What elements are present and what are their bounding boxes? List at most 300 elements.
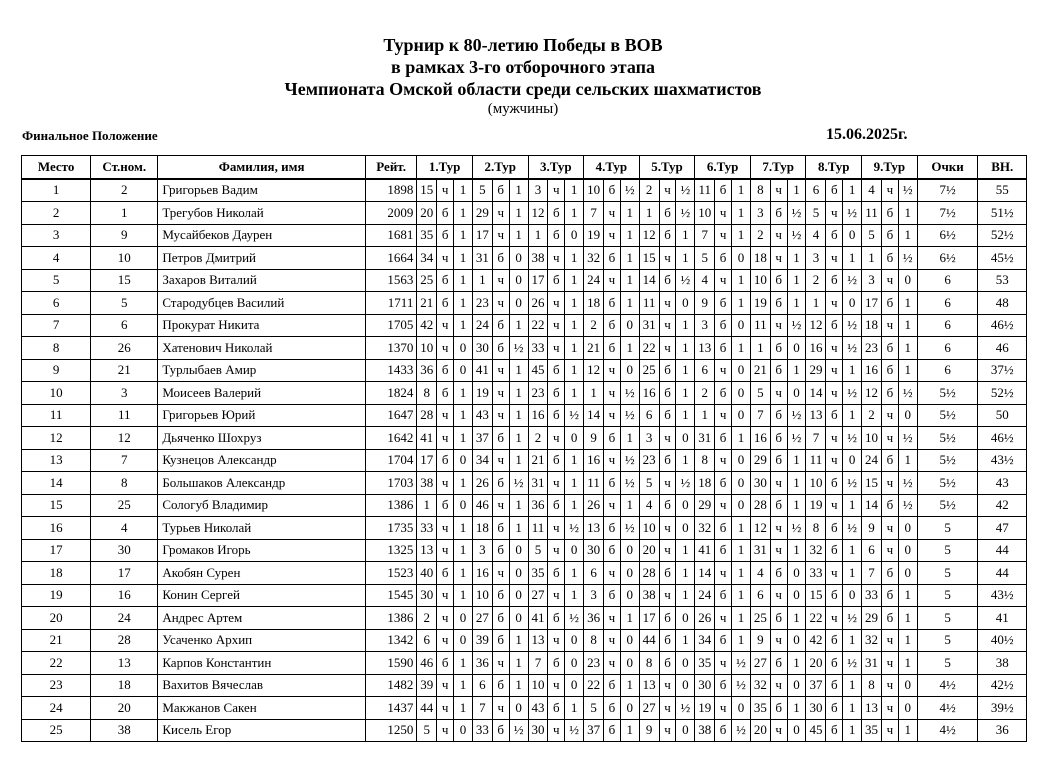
round-opponent-cell: 4 — [750, 562, 770, 585]
round-color-cell: б — [715, 472, 732, 495]
round-color-cell: ч — [659, 314, 676, 337]
tiebreak-cell: 43½ — [978, 584, 1027, 607]
round-opponent-cell: 12 — [584, 359, 604, 382]
round-score-cell: 0 — [454, 494, 473, 517]
round-color-cell: б — [715, 247, 732, 270]
round-color-cell: б — [715, 584, 732, 607]
round-color-cell: б — [826, 269, 843, 292]
round-score-cell: 0 — [509, 247, 528, 270]
round-color-cell: б — [826, 674, 843, 697]
round-opponent-cell: 24 — [472, 314, 492, 337]
round-score-cell: 1 — [620, 224, 639, 247]
name-cell: Стародубцев Василий — [158, 292, 366, 315]
round-score-cell: 1 — [731, 607, 750, 630]
table-row — [22, 202, 1027, 225]
round-opponent-cell: 15 — [639, 247, 659, 270]
round-color-cell: б — [659, 562, 676, 585]
round-score-cell: 0 — [620, 584, 639, 607]
round-score-cell: 1 — [565, 449, 584, 472]
table-row — [22, 404, 1027, 427]
name-cell: Кисель Егор — [158, 719, 366, 742]
round-opponent-cell: 27 — [472, 607, 492, 630]
round-score-cell: 0 — [731, 382, 750, 405]
start-no-cell: 10 — [91, 247, 158, 270]
round-color-cell: ч — [770, 472, 787, 495]
round-color-cell: б — [882, 224, 899, 247]
round-color-cell: ч — [492, 562, 509, 585]
round-color-cell: б — [604, 427, 621, 450]
round-color-cell: б — [715, 674, 732, 697]
round-color-cell: б — [659, 404, 676, 427]
round-opponent-cell: 11 — [750, 314, 770, 337]
round-score-cell: 1 — [565, 584, 584, 607]
round-score-cell: 1 — [509, 179, 528, 202]
round-score-cell: ½ — [843, 337, 862, 360]
round-color-cell: ч — [604, 382, 621, 405]
col-name-header: Фамилия, имя — [158, 156, 366, 179]
round-color-cell: б — [437, 382, 454, 405]
round-score-cell: 1 — [787, 472, 806, 495]
round-opponent-cell: 36 — [472, 652, 492, 675]
points-cell: 5½ — [917, 404, 978, 427]
round-score-cell: 1 — [454, 269, 473, 292]
start-no-cell: 25 — [91, 494, 158, 517]
round-color-cell: ч — [548, 472, 565, 495]
round-opponent-cell: 33 — [417, 517, 437, 540]
round-score-cell: 1 — [898, 314, 917, 337]
round-color-cell: б — [882, 584, 899, 607]
round-opponent-cell: 3 — [806, 247, 826, 270]
table-row — [22, 449, 1027, 472]
round-color-cell: б — [437, 224, 454, 247]
round-score-cell: 0 — [620, 539, 639, 562]
round-opponent-cell: 3 — [528, 179, 548, 202]
round-color-cell: б — [882, 449, 899, 472]
round-color-cell: ч — [715, 202, 732, 225]
round-opponent-cell: 9 — [862, 517, 882, 540]
round-opponent-cell: 5 — [695, 247, 715, 270]
round-color-cell: ч — [548, 292, 565, 315]
table-row — [22, 382, 1027, 405]
round-opponent-cell: 2 — [528, 427, 548, 450]
round-opponent-cell: 17 — [528, 269, 548, 292]
round-color-cell: б — [715, 539, 732, 562]
round-color-cell: ч — [492, 359, 509, 382]
round-opponent-cell: 1 — [584, 382, 604, 405]
points-cell: 4½ — [917, 674, 978, 697]
round-color-cell: б — [604, 517, 621, 540]
round-color-cell: ч — [437, 607, 454, 630]
round-score-cell: 0 — [898, 269, 917, 292]
round-score-cell: ½ — [676, 269, 695, 292]
round-color-cell: ч — [492, 652, 509, 675]
rating-cell: 1482 — [365, 674, 416, 697]
round-opponent-cell: 20 — [639, 539, 659, 562]
round-score-cell: 0 — [676, 607, 695, 630]
round-opponent-cell: 17 — [862, 292, 882, 315]
round-color-cell: б — [659, 494, 676, 517]
round-score-cell: 1 — [454, 202, 473, 225]
round-score-cell: 0 — [620, 652, 639, 675]
round-opponent-cell: 21 — [750, 359, 770, 382]
round-opponent-cell: 31 — [472, 247, 492, 270]
round-color-cell: б — [437, 359, 454, 382]
round-color-cell: б — [548, 607, 565, 630]
rating-cell: 1642 — [365, 427, 416, 450]
round-score-cell: 1 — [787, 539, 806, 562]
round-color-cell: б — [492, 179, 509, 202]
round-color-cell: ч — [548, 584, 565, 607]
round-opponent-cell: 24 — [584, 269, 604, 292]
tiebreak-cell: 52½ — [978, 224, 1027, 247]
round-color-cell: б — [548, 269, 565, 292]
round-color-cell: б — [770, 427, 787, 450]
round-score-cell: 0 — [454, 359, 473, 382]
round-opponent-cell: 16 — [528, 404, 548, 427]
round-score-cell: 0 — [565, 539, 584, 562]
round-color-cell: б — [826, 404, 843, 427]
place-cell: 18 — [22, 562, 91, 585]
round-opponent-cell: 22 — [806, 607, 826, 630]
round-score-cell: ½ — [843, 314, 862, 337]
round-score-cell: 1 — [565, 494, 584, 517]
round-color-cell: б — [715, 427, 732, 450]
rating-cell: 1681 — [365, 224, 416, 247]
round-color-cell: ч — [492, 404, 509, 427]
round-opponent-cell: 6 — [806, 179, 826, 202]
round-opponent-cell: 8 — [639, 652, 659, 675]
round-opponent-cell: 44 — [639, 629, 659, 652]
round-score-cell: 1 — [620, 292, 639, 315]
round-color-cell: б — [604, 584, 621, 607]
round-score-cell: 0 — [843, 224, 862, 247]
round-color-cell: ч — [492, 382, 509, 405]
round-color-cell: б — [882, 359, 899, 382]
round-opponent-cell: 31 — [750, 539, 770, 562]
round-score-cell: 0 — [509, 562, 528, 585]
col-tiebreak-header: ВН. — [978, 156, 1027, 179]
col-round-9-header: 9.Тур — [862, 156, 918, 179]
round-score-cell: 1 — [620, 674, 639, 697]
round-color-cell: б — [770, 292, 787, 315]
round-opponent-cell: 22 — [584, 674, 604, 697]
round-score-cell: 0 — [731, 247, 750, 270]
round-color-cell: ч — [826, 607, 843, 630]
name-cell: Конин Сергей — [158, 584, 366, 607]
round-color-cell: б — [492, 607, 509, 630]
round-score-cell: ½ — [620, 472, 639, 495]
round-color-cell: б — [826, 179, 843, 202]
round-color-cell: б — [604, 674, 621, 697]
round-opponent-cell: 23 — [639, 449, 659, 472]
round-opponent-cell: 1 — [639, 202, 659, 225]
round-color-cell: б — [659, 202, 676, 225]
round-opponent-cell: 10 — [695, 202, 715, 225]
round-score-cell: ½ — [565, 607, 584, 630]
table-row — [22, 472, 1027, 495]
round-color-cell: б — [604, 314, 621, 337]
round-color-cell: б — [604, 697, 621, 720]
round-opponent-cell: 26 — [472, 472, 492, 495]
round-opponent-cell: 45 — [806, 719, 826, 742]
rating-cell: 1898 — [365, 179, 416, 202]
round-score-cell: ½ — [676, 472, 695, 495]
round-score-cell: 0 — [620, 359, 639, 382]
round-opponent-cell: 18 — [695, 472, 715, 495]
round-color-cell: б — [659, 449, 676, 472]
round-score-cell: 1 — [620, 427, 639, 450]
round-opponent-cell: 28 — [639, 562, 659, 585]
title-line-1: Турнир к 80-летию Победы в ВОВ — [383, 35, 663, 55]
rating-cell: 1523 — [365, 562, 416, 585]
tiebreak-cell: 42 — [978, 494, 1027, 517]
round-opponent-cell: 31 — [528, 472, 548, 495]
round-score-cell: ½ — [620, 449, 639, 472]
name-cell: Григорьев Юрий — [158, 404, 366, 427]
round-score-cell: 1 — [620, 337, 639, 360]
round-opponent-cell: 35 — [750, 697, 770, 720]
round-score-cell: 0 — [898, 404, 917, 427]
name-cell: Большаков Александр — [158, 472, 366, 495]
round-color-cell: б — [492, 427, 509, 450]
round-score-cell: 1 — [454, 292, 473, 315]
round-color-cell: б — [715, 337, 732, 360]
tiebreak-cell: 44 — [978, 539, 1027, 562]
rating-cell: 1386 — [365, 494, 416, 517]
start-no-cell: 21 — [91, 359, 158, 382]
round-score-cell: ½ — [843, 517, 862, 540]
round-opponent-cell: 5 — [806, 202, 826, 225]
round-opponent-cell: 17 — [417, 449, 437, 472]
round-opponent-cell: 30 — [472, 337, 492, 360]
round-color-cell: ч — [492, 224, 509, 247]
round-color-cell: б — [548, 494, 565, 517]
round-score-cell: 1 — [454, 404, 473, 427]
round-score-cell: 1 — [787, 652, 806, 675]
round-score-cell: ½ — [787, 427, 806, 450]
round-color-cell: ч — [604, 562, 621, 585]
round-score-cell: 1 — [898, 292, 917, 315]
round-opponent-cell: 3 — [639, 427, 659, 450]
place-cell: 15 — [22, 494, 91, 517]
start-no-cell: 7 — [91, 449, 158, 472]
round-opponent-cell: 16 — [584, 449, 604, 472]
round-opponent-cell: 35 — [862, 719, 882, 742]
round-color-cell: б — [882, 494, 899, 517]
round-score-cell: 0 — [898, 697, 917, 720]
round-opponent-cell: 33 — [472, 719, 492, 742]
round-score-cell: 1 — [787, 449, 806, 472]
round-color-cell: ч — [659, 697, 676, 720]
round-opponent-cell: 13 — [584, 517, 604, 540]
round-score-cell: ½ — [843, 427, 862, 450]
rating-cell: 1705 — [365, 314, 416, 337]
round-opponent-cell: 14 — [806, 382, 826, 405]
round-color-cell: б — [882, 247, 899, 270]
round-score-cell: 1 — [731, 292, 750, 315]
round-opponent-cell: 4 — [695, 269, 715, 292]
col-round-6-header: 6.Тур — [695, 156, 751, 179]
round-color-cell: ч — [659, 427, 676, 450]
place-cell: 14 — [22, 472, 91, 495]
round-score-cell: 0 — [620, 314, 639, 337]
round-color-cell: ч — [882, 269, 899, 292]
place-cell: 13 — [22, 449, 91, 472]
round-opponent-cell: 8 — [862, 674, 882, 697]
round-score-cell: 1 — [898, 719, 917, 742]
round-color-cell: ч — [548, 517, 565, 540]
name-cell: Дьяченко Шохруз — [158, 427, 366, 450]
round-score-cell: 1 — [843, 179, 862, 202]
round-color-cell: б — [770, 607, 787, 630]
round-color-cell: б — [826, 629, 843, 652]
round-color-cell: б — [548, 382, 565, 405]
round-color-cell: б — [826, 584, 843, 607]
round-color-cell: ч — [437, 674, 454, 697]
round-color-cell: ч — [882, 472, 899, 495]
round-score-cell: 0 — [898, 517, 917, 540]
round-color-cell: ч — [882, 179, 899, 202]
tiebreak-cell: 52½ — [978, 382, 1027, 405]
round-opponent-cell: 14 — [584, 404, 604, 427]
round-color-cell: б — [548, 224, 565, 247]
round-score-cell: 1 — [676, 562, 695, 585]
round-opponent-cell: 30 — [695, 674, 715, 697]
standings-table — [21, 155, 1027, 742]
round-color-cell: ч — [548, 719, 565, 742]
round-opponent-cell: 5 — [528, 539, 548, 562]
round-opponent-cell: 32 — [862, 629, 882, 652]
round-score-cell: 1 — [676, 337, 695, 360]
round-score-cell: 1 — [454, 472, 473, 495]
round-score-cell: 1 — [843, 539, 862, 562]
table-row — [22, 427, 1027, 450]
round-color-cell: б — [826, 314, 843, 337]
round-color-cell: б — [492, 539, 509, 562]
round-opponent-cell: 24 — [695, 584, 715, 607]
round-score-cell: 0 — [676, 292, 695, 315]
round-score-cell: 0 — [509, 607, 528, 630]
round-opponent-cell: 32 — [750, 674, 770, 697]
round-color-cell: б — [437, 652, 454, 675]
round-opponent-cell: 6 — [639, 404, 659, 427]
place-cell: 3 — [22, 224, 91, 247]
round-color-cell: б — [715, 517, 732, 540]
round-opponent-cell: 23 — [862, 337, 882, 360]
rating-cell: 1386 — [365, 607, 416, 630]
round-opponent-cell: 29 — [472, 202, 492, 225]
round-opponent-cell: 33 — [862, 584, 882, 607]
round-color-cell: ч — [548, 247, 565, 270]
round-color-cell: б — [770, 269, 787, 292]
round-score-cell: 0 — [843, 584, 862, 607]
round-score-cell: 1 — [731, 629, 750, 652]
tiebreak-cell: 47 — [978, 517, 1027, 540]
round-opponent-cell: 7 — [695, 224, 715, 247]
round-opponent-cell: 4 — [862, 179, 882, 202]
place-cell: 7 — [22, 314, 91, 337]
round-color-cell: ч — [659, 472, 676, 495]
round-opponent-cell: 23 — [528, 382, 548, 405]
round-score-cell: 1 — [454, 382, 473, 405]
round-color-cell: б — [604, 719, 621, 742]
round-color-cell: б — [659, 607, 676, 630]
round-score-cell: 1 — [787, 292, 806, 315]
round-opponent-cell: 25 — [417, 269, 437, 292]
round-opponent-cell: 28 — [417, 404, 437, 427]
start-no-cell: 9 — [91, 224, 158, 247]
points-cell: 6 — [917, 359, 978, 382]
round-score-cell: 1 — [565, 697, 584, 720]
round-opponent-cell: 38 — [695, 719, 715, 742]
round-opponent-cell: 5 — [584, 697, 604, 720]
name-cell: Акобян Сурен — [158, 562, 366, 585]
round-opponent-cell: 6 — [862, 539, 882, 562]
round-opponent-cell: 29 — [695, 494, 715, 517]
points-cell: 4½ — [917, 719, 978, 742]
round-score-cell: 1 — [509, 652, 528, 675]
round-score-cell: 1 — [454, 539, 473, 562]
round-score-cell: 1 — [565, 359, 584, 382]
name-cell: Макжанов Сакен — [158, 697, 366, 720]
round-score-cell: ½ — [787, 202, 806, 225]
round-score-cell: ½ — [843, 472, 862, 495]
round-color-cell: ч — [437, 584, 454, 607]
round-score-cell: 1 — [565, 247, 584, 270]
name-cell: Григорьев Вадим — [158, 179, 366, 202]
round-color-cell: ч — [659, 584, 676, 607]
rating-cell: 1664 — [365, 247, 416, 270]
round-color-cell: б — [882, 292, 899, 315]
round-color-cell: ч — [882, 404, 899, 427]
round-color-cell: ч — [882, 517, 899, 540]
round-color-cell: б — [604, 539, 621, 562]
round-score-cell: 1 — [843, 719, 862, 742]
round-score-cell: 1 — [454, 674, 473, 697]
name-cell: Мусайбеков Даурен — [158, 224, 366, 247]
round-score-cell: ½ — [898, 382, 917, 405]
rating-cell: 1703 — [365, 472, 416, 495]
round-color-cell: ч — [492, 292, 509, 315]
col-round-8-header: 8.Тур — [806, 156, 862, 179]
round-score-cell: 1 — [620, 607, 639, 630]
round-color-cell: ч — [437, 629, 454, 652]
points-cell: 5½ — [917, 449, 978, 472]
round-score-cell: 1 — [787, 247, 806, 270]
header-row — [22, 156, 1027, 179]
tiebreak-cell: 46½ — [978, 427, 1027, 450]
round-score-cell: ½ — [787, 224, 806, 247]
round-opponent-cell: 40 — [417, 562, 437, 585]
name-cell: Трегубов Николай — [158, 202, 366, 225]
round-score-cell: 1 — [620, 494, 639, 517]
round-color-cell: б — [492, 629, 509, 652]
round-opponent-cell: 41 — [472, 359, 492, 382]
round-color-cell: ч — [826, 202, 843, 225]
round-score-cell: 1 — [454, 652, 473, 675]
start-no-cell: 26 — [91, 337, 158, 360]
title-block — [0, 34, 1046, 118]
round-score-cell: 1 — [565, 562, 584, 585]
name-cell: Сологуб Владимир — [158, 494, 366, 517]
round-score-cell: ½ — [898, 472, 917, 495]
table-row — [22, 629, 1027, 652]
rating-cell: 1590 — [365, 652, 416, 675]
rating-cell: 1735 — [365, 517, 416, 540]
round-score-cell: 1 — [843, 247, 862, 270]
round-color-cell: б — [604, 179, 621, 202]
col-round-2-header: 2.Тур — [472, 156, 528, 179]
